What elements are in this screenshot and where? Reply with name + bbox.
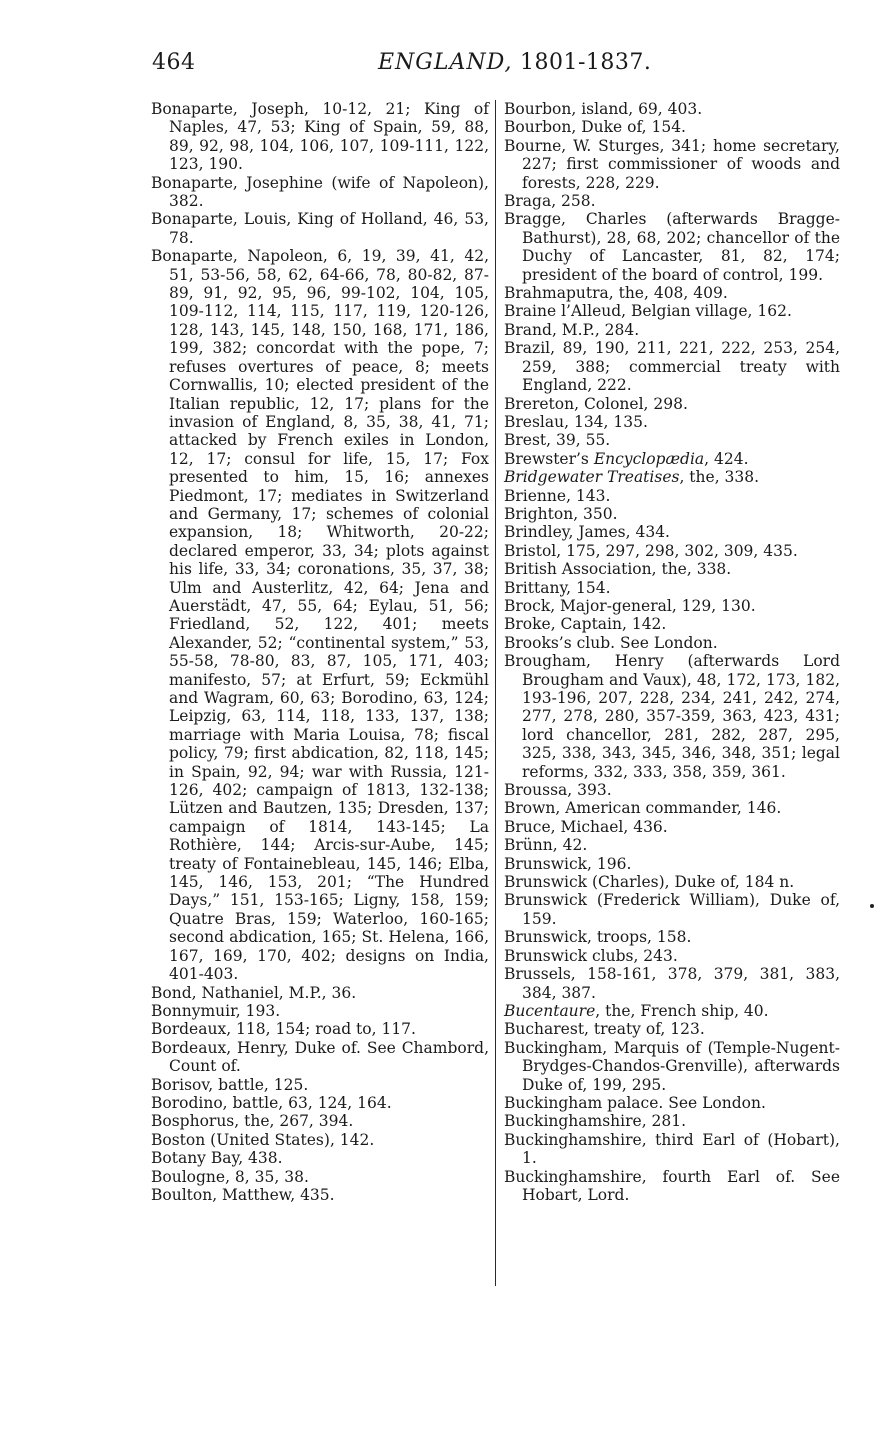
index-entry: Brahmaputra, the, 408, 409. xyxy=(504,284,728,303)
index-entry: Brunswick, 196. xyxy=(504,854,632,873)
entry-text: Brewster’s xyxy=(504,449,594,468)
index-entry: Broussa, 393. xyxy=(504,781,612,800)
index-entry: Buckingham palace. See London. xyxy=(504,1093,766,1112)
index-entry: Bourbon, Duke of, 154. xyxy=(504,118,686,137)
index-entry: Bucharest, treaty of, 123. xyxy=(504,1020,705,1039)
index-entry: Braine l’Alleud, Belgian village, 162. xyxy=(504,302,792,321)
index-entry xyxy=(504,1002,840,1020)
index-entry: Bond, Nathaniel, M.P., 36. xyxy=(151,983,357,1002)
index-entry: Brunswick (Charles), Duke of, 184 n. xyxy=(504,873,795,892)
index-entry: Buckinghamshire, fourth Earl of. See Hobart, Lord. xyxy=(504,1167,840,1204)
index-entry: Brittany, 154. xyxy=(504,578,611,597)
index-entry xyxy=(504,468,840,486)
index-entry: Bonaparte, Josephine (wife of Napoleon), 382. xyxy=(151,173,489,211)
index-entry: Brindley, James, 434. xyxy=(504,523,670,542)
index-entry: Boulogne, 8, 35, 38. xyxy=(151,1167,309,1186)
index-entry: Brown, American commander, 146. xyxy=(504,799,782,818)
index-entry: Boulton, Matthew, 435. xyxy=(151,1185,335,1204)
index-entry: Buckinghamshire, 281. xyxy=(504,1112,687,1131)
index-entry: Brougham, Henry (afterwards Lord Brougham and Vaux), 48, 172, 173, 182, 193-196, 207, 228, 234, 241, 242, 274, 277, 278, 280, 357-359, 363, 423, 431; lord chancellor, 281, 282, 287, 295, 325, 338, 343, 345, 346, 348, 351; legal reforms, 332, 333, 358, 359, 361. xyxy=(504,652,840,781)
margin-dot xyxy=(870,904,874,908)
index-entry: Buckingham, Marquis of (Temple-Nugent-Brydges-Chandos-Grenville), afterwards Duke of, 199, 295. xyxy=(504,1038,840,1094)
index-entry: Bristol, 175, 297, 298, 302, 309, 435. xyxy=(504,541,798,560)
index-entry: Brooks’s club. See London. xyxy=(504,633,718,652)
index-column-right xyxy=(504,100,840,1204)
index-entry: British Association, the, 338. xyxy=(504,560,732,579)
index-entry xyxy=(504,450,840,468)
index-entry: Brünn, 42. xyxy=(504,836,588,855)
entry-text: , 424. xyxy=(704,449,749,468)
index-entry: Bonaparte, Joseph, 10-12, 21; King of Naples, 47, 53; King of Spain, 59, 88, 89, 92, 98, 104, 106, 107, 109-111, 122, 123, 190. xyxy=(151,100,489,174)
index-entry: Brighton, 350. xyxy=(504,504,618,523)
index-entry: Brand, M.P., 284. xyxy=(504,320,640,339)
entry-text: , the, 338. xyxy=(679,468,760,487)
index-entry: Borodino, battle, 63, 124, 164. xyxy=(151,1093,392,1112)
index-entry: Bragge, Charles (afterwards Bragge-Bathurst), 28, 68, 202; chancellor of the Duchy of Lancaster, 81, 82, 174; president of the board of control, 199. xyxy=(504,210,840,284)
entry-title-italic: Bridgewater Treatises xyxy=(504,468,680,487)
index-entry: Breslau, 134, 135. xyxy=(504,412,648,431)
index-entry: Brest, 39, 55. xyxy=(504,431,611,450)
index-entry: Brock, Major-general, 129, 130. xyxy=(504,596,756,615)
index-entry: Bonaparte, Napoleon, 6, 19, 39, 41, 42, 51, 53-56, 58, 62, 64-66, 78, 80-82, 87-89, 91, 92, 95, 96, 99-102, 104, 105, 109-112, 114, 115, 117, 119, 120-126, 128, 143, 145, 148, 150, 168, 171, 186, 199, 382; concordat with the pope, 7; refuses overtures of peace, 8; meets Cornwallis, 10; elected president of the Italian republic, 12, 17; plans for the invasion of England, 8, 35, 38, 41, 71; attacked by French exiles in London, 12, 17; consul for life, 15, 17; Fox presented to him, 15, 16; annexes Piedmont, 17; mediates in Switzerland and Germany, 17; schemes of colonial expansion, 18; Whitworth, 20-22; declared emperor, 33, 34; plots against his life, 33, 34; coronations, 35, 37, 38; Ulm and Austerlitz, 42, 64; Jena and Auerstädt, 47, 55, 64; Eylau, 51, 56; Friedland, 52, 122, 401; meets Alexander, 52; “continental system,” 53, 55-58, 78-80, 83, 87, 105, 171, 403; manifesto, 57; at Erfurt, 59; Eckmühl and Wagram, 60, 63; Borodino, 63, 124; Leipzig, 63, 114, 118, 133, 137, 138; marriage with Maria Louisa, 78; fiscal policy, 79; first abdication, 82, 118, 145; in Spain, 92, 94; war with Russia, 121-126, 402; campaign of 1813, 132-138; Lützen and Bautzen, 135; Dresden, 137; campaign of 1814, 143-145; La Rothière, 144; Arcis-sur-Aube, 145; treaty of Fontainebleau, 145, 146; Elba, 145, 146, 153, 201; “The Hundred Days,” 151, 153-165; Ligny, 158, 159; Quatre Bras, 159; Waterloo, 160-165; second abdication, 165; St. Helena, 166, 167, 169, 170, 402; designs on India, 401-403. xyxy=(151,247,489,984)
index-entry: Bruce, Michael, 436. xyxy=(504,817,668,836)
index-entry: Brunswick, troops, 158. xyxy=(504,928,692,947)
index-entry: Brunswick clubs, 243. xyxy=(504,946,678,965)
index-entry: Bourne, W. Sturges, 341; home secretary, 227; first commissioner of woods and forests, 228, 229. xyxy=(504,136,840,192)
index-entry: Boston (United States), 142. xyxy=(151,1130,375,1149)
column-divider xyxy=(495,100,496,1286)
index-entry: Bosphorus, the, 267, 394. xyxy=(151,1112,354,1131)
index-entry: Brunswick (Frederick William), Duke of, 159. xyxy=(504,891,840,928)
running-head-title: ENGLAND, xyxy=(378,50,513,75)
index-entry: Brussels, 158-161, 378, 379, 381, 383, 384, 387. xyxy=(504,965,840,1002)
entry-title-italic: Bucentaure xyxy=(504,1001,596,1020)
entry-text: , the, French ship, 40. xyxy=(595,1001,769,1020)
index-entry: Bonnymuir, 193. xyxy=(151,1001,281,1020)
running-head-years: 1801-1837. xyxy=(512,50,652,75)
index-entry: Brienne, 143. xyxy=(504,486,611,505)
index-entry: Bonaparte, Louis, King of Holland, 46, 53, 78. xyxy=(151,210,489,247)
index-entry: Bourbon, island, 69, 403. xyxy=(504,100,703,118)
index-entry: Buckinghamshire, third Earl of (Hobart), 1. xyxy=(504,1130,840,1168)
index-entry: Botany Bay, 438. xyxy=(151,1149,283,1168)
index-entry: Borisov, battle, 125. xyxy=(151,1075,309,1094)
index-entry: Broke, Captain, 142. xyxy=(504,615,667,634)
entry-title-italic: Encyclopædia xyxy=(593,449,705,468)
index-entry: Braga, 258. xyxy=(504,192,596,211)
index-entry: Bordeaux, Henry, Duke of. See Chambord, Count of. xyxy=(151,1038,489,1076)
index-entry: Brereton, Colonel, 298. xyxy=(504,394,688,413)
running-head xyxy=(378,50,651,75)
page-number: 464 xyxy=(152,50,196,75)
index-entry: Brazil, 89, 190, 211, 221, 222, 253, 254, 259, 388; commercial treaty with England, 222. xyxy=(504,339,840,395)
index-entry: Bordeaux, 118, 154; road to, 117. xyxy=(151,1020,416,1039)
index-column-left xyxy=(151,100,489,1204)
